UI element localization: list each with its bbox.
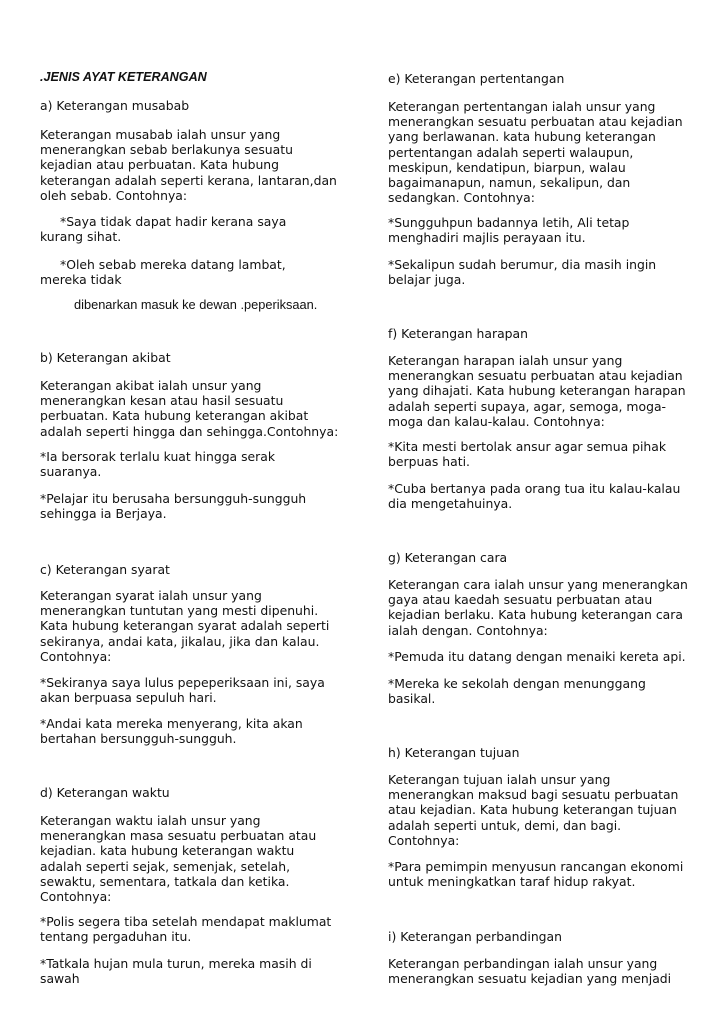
heading-i: i) Keterangan perbandingan [388,929,562,944]
example-g-2: *Mereka ke sekolah dengan menunggang basikal. [388,676,646,707]
example-f-2: *Cuba bertanya pada orang tua itu kalau-kalau dia mengetahuinya. [388,481,681,512]
definition-b: Keterangan akibat ialah unsur yang menerangkan kesan atau hasil sesuatu perbuatan. Kata hubung keterangan akibat adalah seperti hingga dan sehingga.Contohnya: [40,378,339,439]
heading-c: c) Keterangan syarat [40,562,170,577]
example-b-2: *Pelajar itu berusaha bersungguh-sungguh sehingga ia Berjaya. [40,491,307,522]
definition-i: Keterangan perbandingan ialah unsur yang menerangkan sesuatu kejadian yang menjadi [388,956,672,987]
heading-b: b) Keterangan akibat [40,350,171,365]
definition-f: Keterangan harapan ialah unsur yang menerangkan sesuatu perbuatan atau kejadian yang dihajati. Kata hubung keterangan harapan adalah seperti supaya, agar, semoga, moga- moga dan kalau-kalau. Contohnya: [388,353,686,429]
heading-g: g) Keterangan cara [388,550,508,565]
example-c-2: *Andai kata mereka menyerang, kita akan bertahan bersungguh-sungguh. [40,716,303,747]
example-a-2-continued: dibenarkan masuk ke dewan .peperiksaan. [74,297,318,312]
example-f-1: *Kita mesti bertolak ansur agar semua pihak berpuas hati. [388,439,667,470]
definition-a: Keterangan musabab ialah unsur yang menerangkan sebab berlakunya sesuatu kejadian atau perbuatan. Kata hubung keterangan adalah seperti kerana, lantaran,dan oleh sebab. Contohnya: [40,127,337,203]
heading-f: f) Keterangan harapan [388,326,528,341]
example-a-2: *Oleh sebab mereka datang lambat, mereka tidak [40,257,286,288]
definition-h: Keterangan tujuan ialah unsur yang menerangkan maksud bagi sesuatu perbuatan atau kejadian. Kata hubung keterangan tujuan adalah seperti untuk, demi, dan bagi. Contohnya: [388,772,679,848]
heading-e: e) Keterangan pertentangan [388,71,565,86]
definition-g: Keterangan cara ialah unsur yang menerangkan gaya atau kaedah sesuatu perbuatan atau kejadian berlaku. Kata hubung keterangan cara ialah dengan. Contohnya: [388,577,688,638]
heading-d: d) Keterangan waktu [40,785,170,800]
example-e-2: *Sekalipun sudah berumur, dia masih ingin belajar juga. [388,257,657,288]
heading-a: a) Keterangan musabab [40,98,190,113]
example-d-2: *Tatkala hujan mula turun, mereka masih di sawah [40,956,312,987]
heading-h: h) Keterangan tujuan [388,745,520,760]
example-c-1: *Sekiranya saya lulus pepeperiksaan ini, saya akan berpuasa sepuluh hari. [40,675,325,706]
definition-d: Keterangan waktu ialah unsur yang menerangkan masa sesuatu perbuatan atau kejadian. kata hubung keterangan waktu adalah seperti sejak, semenjak, setelah, sewaktu, sementara, tatkala dan ketika. Contohnya: [40,813,317,905]
definition-c: Keterangan syarat ialah unsur yang menerangkan tuntutan yang mesti dipenuhi. Kata hubung keterangan syarat adalah seperti sekiranya, andai kata, jikalau, jika dan kalau. Contohnya: [40,588,330,664]
example-a-1: *Saya tidak dapat hadir kerana saya kurang sihat. [40,214,287,245]
example-g-1: *Pemuda itu datang dengan menaiki kereta api. [388,649,686,664]
example-b-1: *Ia bersorak terlalu kuat hingga serak suaranya. [40,449,276,480]
document-title: .JENIS AYAT KETERANGAN [40,70,207,84]
example-h-1: *Para pemimpin menyusun rancangan ekonomi untuk meningkatkan taraf hidup rakyat. [388,859,684,890]
example-d-1: *Polis segera tiba setelah mendapat maklumat tentang pergaduhan itu. [40,914,332,945]
example-e-1: *Sungguhpun badannya letih, Ali tetap menghadiri majlis perayaan itu. [388,215,630,246]
definition-e: Keterangan pertentangan ialah unsur yang menerangkan sesuatu perbuatan atau kejadian yang berlawanan. kata hubung keterangan pertentangan adalah seperti walaupun, meskipun, kendatipun, biarpun, walau bagaimanapun, namun, sekalipun, dan sedangkan. Contohnya: [388,99,683,206]
